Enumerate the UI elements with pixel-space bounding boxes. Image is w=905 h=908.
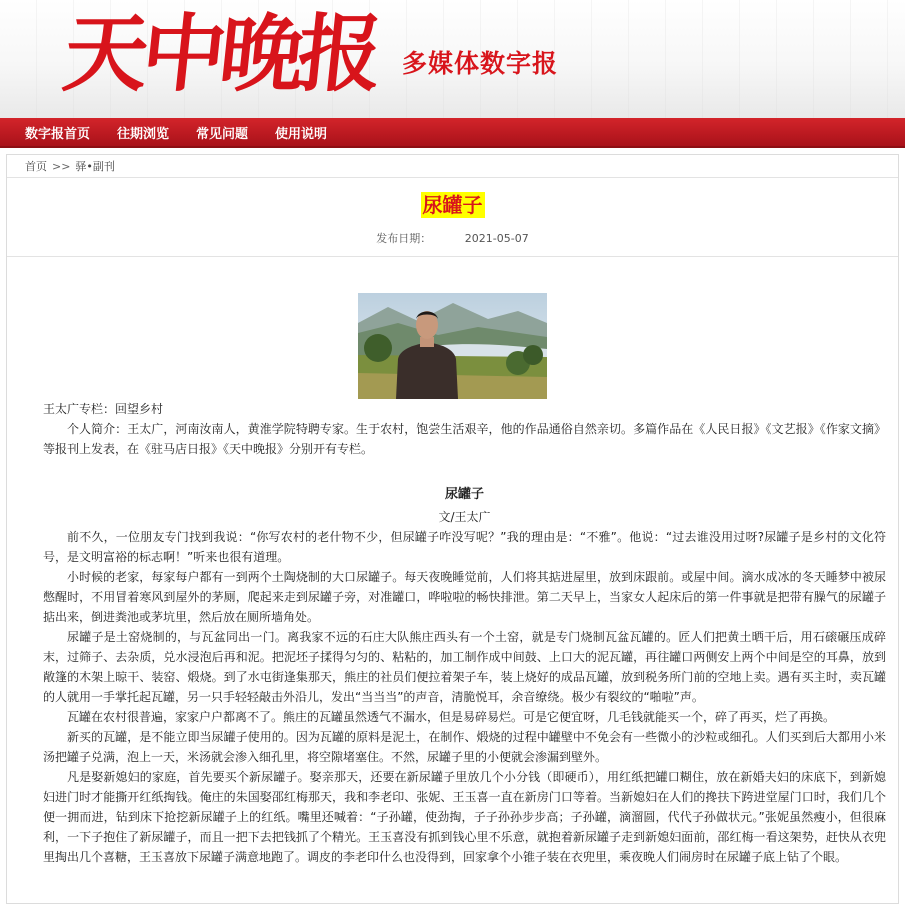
paragraph: 前不久，一位朋友专门找到我说：“你写农村的老什物不少，但尿罐子咋没写呢？”我的理由是：“不雅”。他说：“过去谁没用过呀?尿罐子是乡村的文化符号，是文明富裕的标志啊！”听来也很有道理。 — [43, 530, 886, 564]
paragraph: 尿罐子是土窑烧制的，与瓦盆同出一门。离我家不远的石庄大队熊庄西头有一个土窑，就是专门烧制瓦盆瓦罐的。匠人们把黄土晒干后，用石磙碾压成碎末，过筛子、去杂质，兑水浸泡后再和泥。把泥坯子揉得匀匀的、粘粘的，加工制作成中间鼓、上口大的泥瓦罐，再往罐口两侧安上两个中间是空的耳鼻，放到敞篷的木架上晾干、装窑、煅烧。到了水屯街逢集那天，熊庄的社员们便拉着架子车，装上烧好的成品瓦罐，放到税务所门前的空地上卖。遇有买主时，卖瓦罐的人就用一手掌托起瓦罐，另一只手轻轻敲击外沿儿，发出“当当当”的声音，清脆悦耳，余音缭绕。极少有裂纹的“啪啦”声。 — [43, 630, 886, 704]
nav-item-help[interactable]: 使用说明 — [275, 126, 328, 142]
author-photo — [358, 293, 547, 399]
paragraph: 凡是娶新媳妇的家庭，首先要买个新尿罐子。娶亲那天，还要在新尿罐子里放几个小分钱（即硬币），用红纸把罐口糊住，放在新婚夫妇的床底下，到新媳妇进门时才能撕开红纸掏钱。俺庄的朱国娶邵红梅那天，我和李老印、张妮、王玉喜一直在新房门口等着。当新媳妇在人们的搀扶下跨进堂屋门口时，我们几个便一拥而进，钻到床下抢挖新尿罐子上的红纸。嘴里还喊着：“子孙罐，使劲掏，子子孙孙步步高；子孙罐，滴溜圆，代代子孙做状元。”张妮虽然瘦小，但很麻利，一下子抱住了新尿罐子，而且一把下去把钱抓了个精光。王玉喜没有抓到钱心里不乐意，就抱着新尿罐子走到新媳妇面前，邵红梅一看这架势，赶快从衣兜里掏出几个喜糖，王玉喜放下尿罐子满意地跑了。调皮的李老印什么也没得到，回家拿个小锥子装在衣兜里，乘夜晚人们闹房时在尿罐子底上钻了个眼。 — [43, 770, 886, 864]
article-body — [7, 399, 898, 867]
column-line: 王太广专栏：回望乡村 — [43, 402, 164, 416]
newspaper-logo[interactable]: 天中晚报 — [58, 4, 382, 103]
masthead-subtitle: 多媒体数字报 — [402, 49, 559, 78]
publish-date — [7, 230, 898, 246]
author-intro: 个人简介：王太广，河南汝南人，黄淮学院特聘专家。生于农村，饱尝生活艰辛，他的作品通俗自然亲切。多篇作品在《人民日报》《文艺报》《作家文摘》等报刊上发表，在《驻马店日报》《天中晚报》分别开有专栏。 — [43, 422, 886, 456]
publish-date-label: 发布日期： — [376, 232, 432, 245]
breadcrumb-home[interactable]: 首页 — [25, 160, 47, 173]
nav-item-faq[interactable]: 常见问题 — [196, 126, 249, 142]
paragraph: 小时候的老家，每家每户都有一到两个土陶烧制的大口尿罐子。每天夜晚睡觉前，人们将其掂进屋里，放到床跟前。或屋中间。滴水成冰的冬天睡梦中被尿憋醒时，不用冒着寒风到屋外的茅厕，爬起来走到尿罐子旁，对准罐口，哗啦啦的畅快排泄。第二天早上，当家女人起床后的第一件事就是把带有臊气的尿罐子掂出来，倒进粪池或茅坑里，然后放在厕所墙角处。 — [43, 570, 886, 624]
article-panel — [6, 154, 899, 904]
masthead — [0, 0, 905, 118]
breadcrumb-section[interactable]: 驿•副刊 — [75, 160, 115, 173]
paragraph: 瓦罐在农村很普遍，家家户户都离不了。熊庄的瓦罐虽然透气不漏水，但是易碎易烂。可是它便宜呀，几毛钱就能买一个，碎了再买，烂了再换。 — [67, 710, 836, 724]
nav-item-home[interactable]: 数字报首页 — [25, 126, 91, 142]
breadcrumb — [7, 155, 898, 178]
paragraph: 新买的瓦罐，是不能立即当尿罐子使用的。因为瓦罐的原料是泥土，在制作、煅烧的过程中罐壁中不免会有一些微小的沙粒或细孔。人们买到后大都用小米汤把罐子兑满，泡上一天，米汤就会渗入细孔里，将空隙堵塞住。不然，尿罐子里的小便就会渗漏到壁外。 — [43, 730, 886, 764]
nav-item-archive[interactable]: 往期浏览 — [117, 126, 170, 142]
main-nav — [0, 118, 905, 148]
article-author: 文/王太广 — [438, 510, 491, 524]
headline-wrap — [7, 192, 898, 218]
header-divider — [7, 256, 898, 257]
publish-date-value: 2021-05-07 — [464, 232, 529, 245]
article-title: 尿罐子 — [444, 487, 484, 502]
article-headline: 尿罐子 — [422, 193, 483, 217]
breadcrumb-separator: >> — [52, 159, 71, 173]
